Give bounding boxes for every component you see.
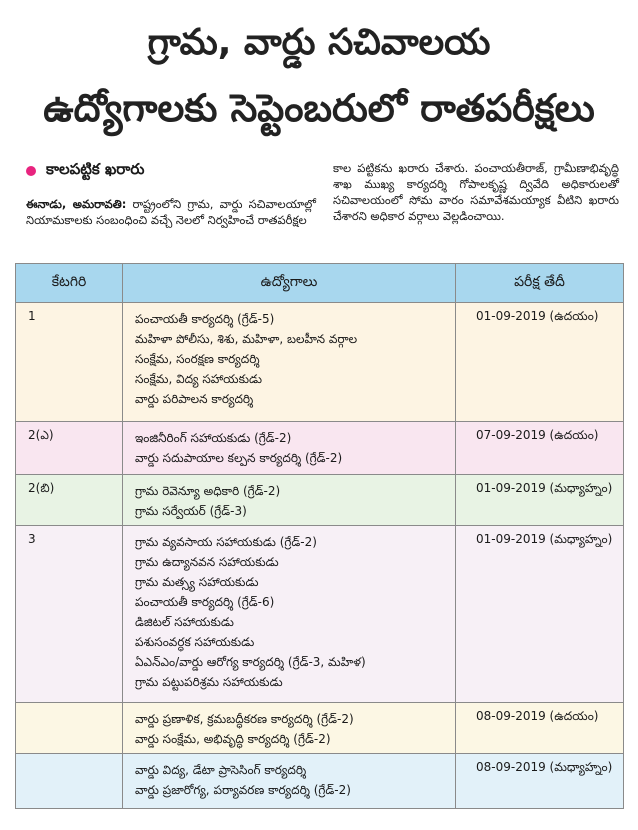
article-left-column	[26, 196, 316, 228]
job-item: గ్రామ ఉద్యానవన సహాయకుడు	[135, 555, 279, 569]
subheading-text: కాలపట్టిక ఖరారు	[46, 160, 145, 178]
job-item: గ్రామ సర్వేయర్ (గ్రేడ్-3)	[135, 504, 247, 518]
job-item: వార్డు ప్రజారోగ్య, పర్యావరణ కార్యదర్శి (గ్రేడ్-2)	[135, 783, 351, 797]
exam-date-cell: 08-09-2019 (మధ్యాహ్నం)	[456, 754, 624, 809]
table-row	[16, 754, 624, 809]
job-item: గ్రామ మత్స్య సహాయకుడు	[135, 575, 259, 589]
job-item: సంక్షేమ, విద్య సహాయకుడు	[135, 372, 263, 386]
exam-schedule-table	[15, 263, 624, 809]
jobs-cell	[123, 703, 456, 754]
job-item: సంక్షేమ, సంరక్షణ కార్యదర్శి	[135, 352, 260, 366]
job-item: డిజిటల్ సహాయకుడు	[135, 615, 234, 629]
jobs-cell	[123, 303, 456, 422]
job-item: పంచాయతీ కార్యదర్శి (గ్రేడ్-5)	[135, 312, 275, 326]
job-item: వార్డు ప్రణాళిక, క్రమబద్ధీకరణ కార్యదర్శి (గ్రేడ్-2)	[135, 712, 354, 726]
job-item: వార్డు విద్య, డేటా ప్రాసెసింగ్ కార్యదర్శి	[135, 763, 307, 777]
job-item: గ్రామ రెవెన్యూ అధికారి (గ్రేడ్-2)	[135, 484, 281, 498]
job-item: మహిళా పోలీసు, శిశు, మహిళా, బలహీన వర్గాల	[135, 332, 358, 346]
category-cell: 2(ఎ)	[16, 422, 123, 475]
table-body	[16, 303, 624, 809]
category-cell	[16, 754, 123, 809]
headline-line-1: గ్రామ, వార్డు సచివాలయ	[147, 22, 491, 63]
job-item: వార్డు సదుపాయాల కల్పన కార్యదర్శి (గ్రేడ్-2)	[135, 451, 343, 465]
table-row	[16, 422, 624, 475]
job-item: ఇంజినీరింగ్ సహాయకుడు (గ్రేడ్-2)	[135, 431, 292, 445]
article-right-text: కాల పట్టికను ఖరారు చేశారు. పంచాయతీరాజ్, గ్రామీణాభివృద్ధి శాఖ ముఖ్య కార్యదర్శి గోపాలకృష్ణ ద్వివేది అధికారులతో సచివాలయంలో సోమ వారం సమావేశమయ్యాక వీటిని ఖరారు చేశారని అధికార వర్గాలు వెల్లడించాయి.	[333, 161, 619, 223]
table-row	[16, 526, 624, 703]
header-jobs: ఉద్యోగాలు	[123, 264, 456, 303]
dateline: ఈనాడు, అమరావతి:	[26, 197, 127, 211]
table-row	[16, 475, 624, 526]
jobs-cell	[123, 754, 456, 809]
job-item: గ్రామ పట్టుపరిశ్రమ సహాయకుడు	[135, 675, 283, 689]
table-header-row	[16, 264, 624, 303]
exam-date-cell: 07-09-2019 (ఉదయం)	[456, 422, 624, 475]
job-item: ఏఎన్‌ఎం/వార్డు ఆరోగ్య కార్యదర్శి (గ్రేడ్-3, మహిళ)	[135, 655, 366, 669]
jobs-cell	[123, 475, 456, 526]
exam-date-cell: 08-09-2019 (ఉదయం)	[456, 703, 624, 754]
category-cell	[16, 703, 123, 754]
category-cell: 2(బి)	[16, 475, 123, 526]
category-cell: 3	[16, 526, 123, 703]
job-item: పశుసంవర్ధక సహాయకుడు	[135, 635, 255, 649]
exam-date-cell: 01-09-2019 (ఉదయం)	[456, 303, 624, 422]
exam-date-cell: 01-09-2019 (మధ్యాహ్నం)	[456, 526, 624, 703]
bullet-icon	[26, 166, 36, 176]
headline-line-2: ఉద్యోగాలకు సెప్టెంబరులో రాతపరీక్షలు	[43, 86, 595, 130]
article-left-text: రాష్ట్రంలోని గ్రామ, వార్డు సచివాలయాల్లో నియామకాలకు సంబంధించి వచ్చే నెలలో నిర్వహించే రాతపరీక్షల	[26, 197, 317, 227]
table-row	[16, 303, 624, 422]
job-item: పంచాయతీ కార్యదర్శి (గ్రేడ్-6)	[135, 595, 275, 609]
job-item: వార్డు సంక్షేమ, అభివృద్ధి కార్యదర్శి (గ్రేడ్-2)	[135, 732, 331, 746]
job-item: వార్డు పరిపాలన కార్యదర్శి	[135, 392, 254, 406]
table-row	[16, 703, 624, 754]
category-cell: 1	[16, 303, 123, 422]
exam-date-cell: 01-09-2019 (మధ్యాహ్నం)	[456, 475, 624, 526]
job-item: గ్రామ వ్యవసాయ సహాయకుడు (గ్రేడ్-2)	[135, 535, 317, 549]
header-category: కేటగిరి	[16, 264, 123, 303]
article-right-column	[333, 160, 619, 224]
jobs-cell	[123, 422, 456, 475]
header-exam-date: పరీక్ష తేదీ	[456, 264, 624, 303]
jobs-cell	[123, 526, 456, 703]
subheading	[26, 160, 144, 182]
